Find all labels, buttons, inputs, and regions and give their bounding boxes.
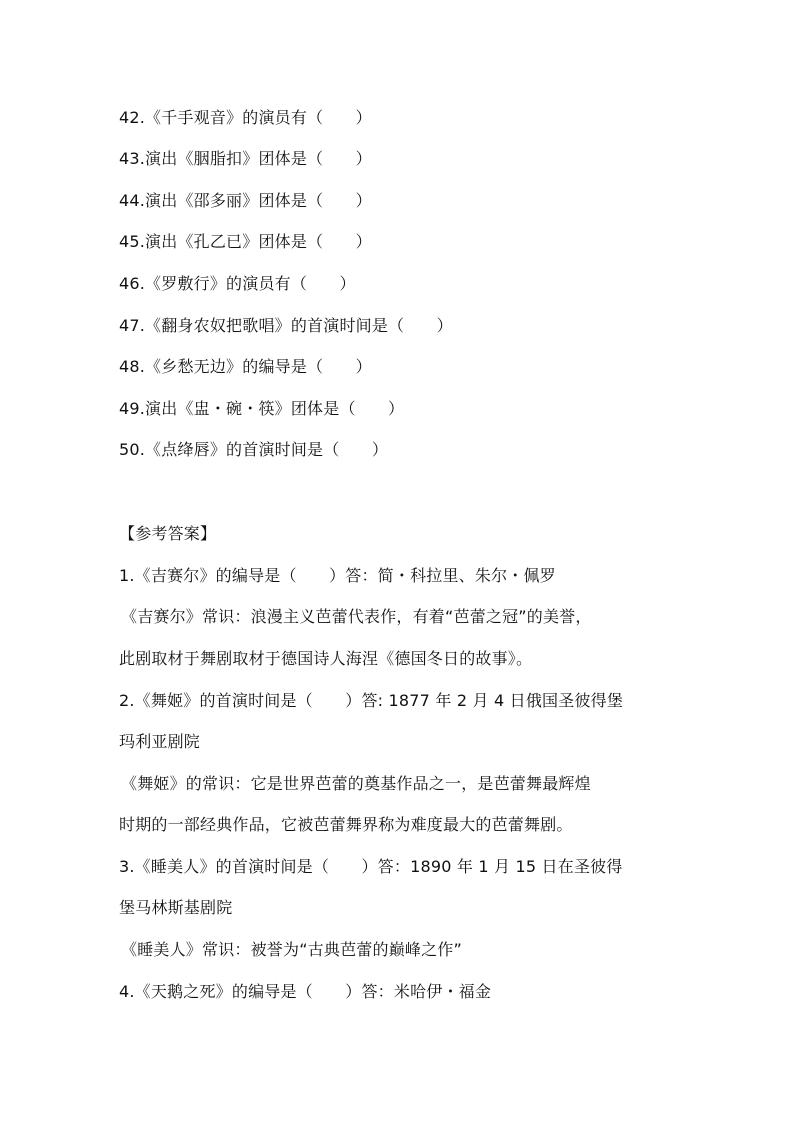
answer-2: 2.《舞姬》的首演时间是（ ）答: 1877 年 2 月 4 日俄国圣彼得堡 xyxy=(119,691,624,710)
answer-1-note-line-2: 此剧取材于舞剧取材于德国诗人海涅《德国冬日的故事》。 xyxy=(119,649,533,668)
question-47: 47.《翻身农奴把歌唱》的首演时间是（ ） xyxy=(119,316,453,335)
question-43: 43.演出《胭脂扣》团体是（ ） xyxy=(119,149,372,168)
question-48: 48.《乡愁无边》的编导是（ ） xyxy=(119,357,372,376)
answer-3-line-2: 堡马林斯基剧院 xyxy=(119,898,233,917)
question-50: 50.《点绛唇》的首演时间是（ ） xyxy=(119,440,389,459)
question-46: 46.《罗敷行》的演员有（ ） xyxy=(119,274,356,293)
question-45: 45.演出《孔乙已》团体是（ ） xyxy=(119,232,372,251)
answer-1-note-line-1: 《吉赛尔》常识：浪漫主义芭蕾代表作，有着“芭蕾之冠”的美誉， xyxy=(121,607,592,626)
answer-2-line-2: 玛利亚剧院 xyxy=(119,732,201,751)
answer-1: 1.《吉赛尔》的编导是（ ）答：简・科拉里、朱尔・佩罗 xyxy=(119,566,556,585)
question-44: 44.演出《邵多丽》团体是（ ） xyxy=(119,191,372,210)
answer-2-note-line-1: 《舞姬》的常识：它是世界芭蕾的奠基作品之一，是芭蕾舞最辉煌 xyxy=(121,774,591,793)
question-49: 49.演出《盅・碗・筷》团体是（ ） xyxy=(119,399,405,418)
answers-heading: 【参考答案】 xyxy=(119,524,217,543)
answer-3-note: 《睡美人》常识：被誉为“古典芭蕾的巅峰之作” xyxy=(121,940,462,959)
answer-4: 4.《天鹅之死》的编导是（ ）答：米哈伊・福金 xyxy=(119,982,492,1001)
answer-3: 3.《睡美人》的首演时间是（ ）答：1890 年 1 月 15 日在圣彼得 xyxy=(119,857,623,876)
answer-2-note-line-2: 时期的一部经典作品，它被芭蕾舞界称为难度最大的芭蕾舞剧。 xyxy=(119,815,573,834)
question-42: 42.《千手观音》的演员有（ ） xyxy=(119,108,372,127)
